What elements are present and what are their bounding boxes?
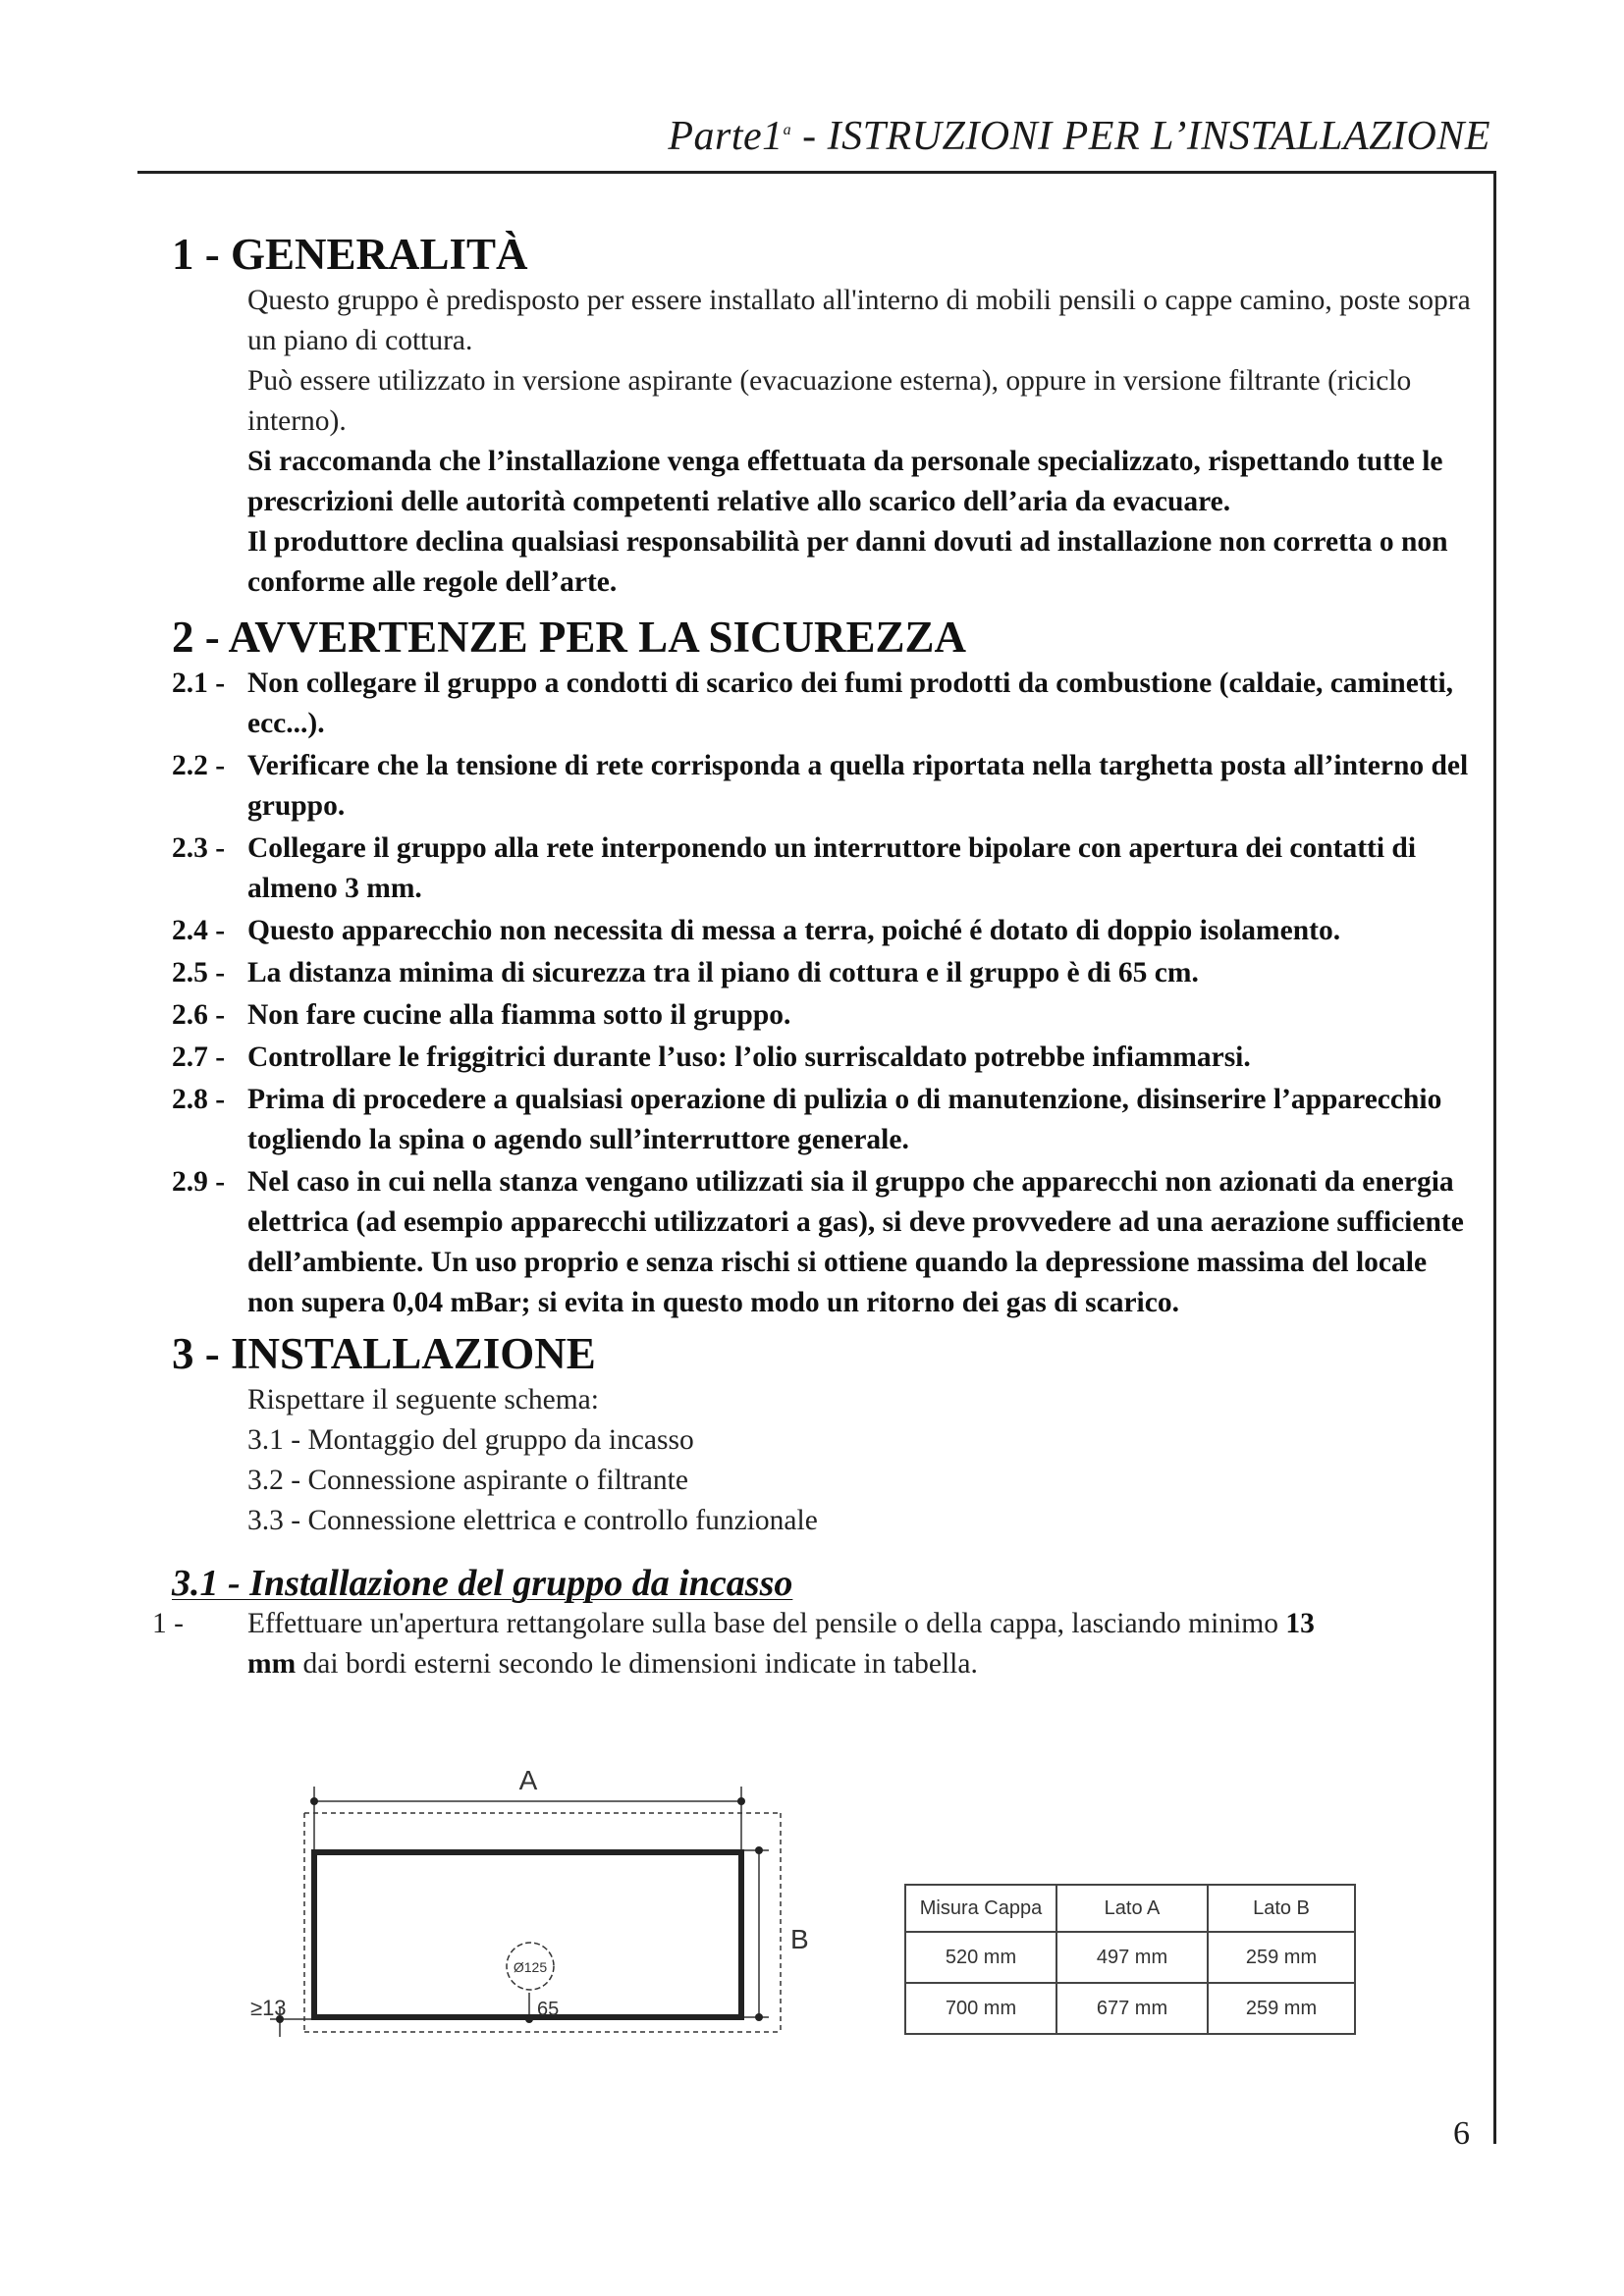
table-header-row: [905, 1885, 1355, 1932]
item-number: 2.9 -: [172, 1166, 226, 1198]
label-b: B: [790, 1924, 809, 1954]
safety-item: [172, 995, 1478, 1036]
safety-item: [172, 1038, 1478, 1078]
item-text: Verificare che la tensione di rete corrisponda a quella riportata nella targhetta posta all’interno del gruppo.: [247, 750, 1469, 822]
dimensions-table: [904, 1884, 1356, 2035]
safety-item: [172, 746, 1478, 827]
scheme-item: 3.2 - Connessione aspirante o filtrante: [247, 1465, 688, 1496]
item-text: Collegare il gruppo alla rete interponendo un interruttore bipolare con apertura dei contatti di almeno 3 mm.: [247, 832, 1417, 904]
item-number: 2.4 -: [172, 915, 226, 946]
section-3-heading: 3 - INSTALLAZIONE: [172, 1329, 596, 1378]
item-number: 2.8 -: [172, 1084, 226, 1115]
table-header-cell: Misura Cappa: [905, 1885, 1056, 1932]
safety-item: [172, 1162, 1478, 1323]
section-1-paragraph-1: Questo gruppo è predisposto per essere installato all'interno di mobili pensili o cappe camino, poste sopra un piano di cottura.: [247, 285, 1471, 356]
item-number: 2.5 -: [172, 957, 226, 988]
table-cell: 677 mm: [1056, 1983, 1208, 2034]
step-text-part: Effettuare un'apertura rettangolare sulla base del pensile o della cappa, lasciando minimo: [247, 1608, 1286, 1639]
cutout-diagram: [231, 1762, 839, 2056]
safety-item: [172, 953, 1478, 993]
label-diameter: Ø125: [513, 1959, 548, 1975]
step-bold-value: 13: [1285, 1608, 1315, 1639]
table-cell: 259 mm: [1208, 1983, 1355, 2034]
table-header-cell: Lato B: [1208, 1885, 1355, 1932]
part-label: Parte1: [668, 114, 784, 159]
section-1-paragraph-2: Può essere utilizzato in versione aspirante (evacuazione esterna), oppure in versione filtrante (riciclo interno).: [247, 365, 1412, 437]
safety-item: [172, 664, 1478, 744]
item-text: Non collegare il gruppo a condotti di scarico dei fumi prodotti da combustione (caldaie, caminetti, ecc...).: [247, 667, 1454, 739]
table-row: [905, 1983, 1355, 2034]
page-number: 6: [1453, 2115, 1470, 2152]
label-offset: 65: [537, 1999, 560, 2020]
step-1: [152, 1604, 1478, 1684]
step-bold-unit: mm: [247, 1648, 297, 1680]
page-content: [152, 228, 1478, 1684]
item-number: 2.3 -: [172, 832, 226, 864]
table-row: [905, 1932, 1355, 1983]
scheme-item: 3.3 - Connessione elettrica e controllo funzionale: [247, 1505, 818, 1536]
table-cell: 520 mm: [905, 1932, 1056, 1983]
safety-item: [172, 1080, 1478, 1160]
section-1-paragraph-4: Il produttore declina qualsiasi responsabilità per danni dovuti ad installazione non corretta o non conforme alle regole dell’arte.: [247, 526, 1448, 598]
table-cell: 497 mm: [1056, 1932, 1208, 1983]
page-header: [668, 113, 1490, 160]
section-3-1-heading: 3.1 - Installazione del gruppo da incasso: [172, 1563, 793, 1604]
item-number: 2.2 -: [172, 750, 226, 781]
item-text: La distanza minima di sicurezza tra il piano di cottura e il gruppo è di 65 cm.: [247, 957, 1199, 988]
section-1-heading: 1 - GENERALITÀ: [172, 230, 528, 279]
cutout-rectangle: [314, 1852, 741, 2017]
item-text: Nel caso in cui nella stanza vengano utilizzati sia il gruppo che apparecchi non azionati da energia elettrica (ad esempio apparecchi utilizzatori a gas), si deve provvedere ad una aerazione sufficiente dell’ambiente. Un uso proprio e senza rischi si ottiene quando la depressione massima del locale non supera 0,04 mBar; si evita in questo modo un ritorno dei gas di scarico.: [247, 1166, 1464, 1318]
margin-rule: [1493, 171, 1496, 2144]
label-min-distance: ≥13: [250, 1996, 287, 2020]
item-text: Prima di procedere a qualsiasi operazione di pulizia o di manutenzione, disinserire l’apparecchio togliendo la spina o agendo sull’interruttore generale.: [247, 1084, 1442, 1155]
step-text: [247, 1604, 1458, 1684]
section-2-heading: 2 - AVVERTENZE PER LA SICUREZZA: [172, 613, 967, 662]
section-3-intro: Rispettare il seguente schema:: [247, 1384, 599, 1415]
installation-scheme-list: [172, 1420, 1478, 1541]
label-a: A: [518, 1765, 538, 1795]
step-text-part: dai bordi esterni secondo le dimensioni indicate in tabella.: [296, 1648, 978, 1680]
section-1-paragraph-3: Si raccomanda che l’installazione venga effettuata da personale specializzato, rispettando tutte le prescrizioni delle autorità competenti relative allo scarico dell’aria da evacuare.: [247, 446, 1443, 517]
item-text: Questo apparecchio non necessita di messa a terra, poiché é dotato di doppio isolamento.: [247, 915, 1341, 946]
scheme-item: 3.1 - Montaggio del gruppo da incasso: [247, 1424, 694, 1456]
safety-item: [172, 911, 1478, 951]
header-rule: [137, 171, 1496, 174]
header-title-text: - ISTRUZIONI PER L’INSTALLAZIONE: [791, 114, 1490, 159]
dimension-ticks: [276, 1797, 763, 2023]
step-number: 1 -: [152, 1608, 184, 1639]
item-number: 2.6 -: [172, 999, 226, 1031]
item-number: 2.7 -: [172, 1041, 226, 1073]
item-text: Non fare cucine alla fiamma sotto il gruppo.: [247, 999, 791, 1031]
table-cell: 700 mm: [905, 1983, 1056, 2034]
diagram-lines: [270, 1787, 781, 2037]
part-superscript: a: [783, 122, 792, 138]
safety-list: [172, 664, 1478, 1323]
table-cell: 259 mm: [1208, 1932, 1355, 1983]
table-header-cell: Lato A: [1056, 1885, 1208, 1932]
item-number: 2.1 -: [172, 667, 226, 699]
item-text: Controllare le friggitrici durante l’uso: l’olio surriscaldato potrebbe infiammarsi.: [247, 1041, 1251, 1073]
safety-item: [172, 828, 1478, 909]
